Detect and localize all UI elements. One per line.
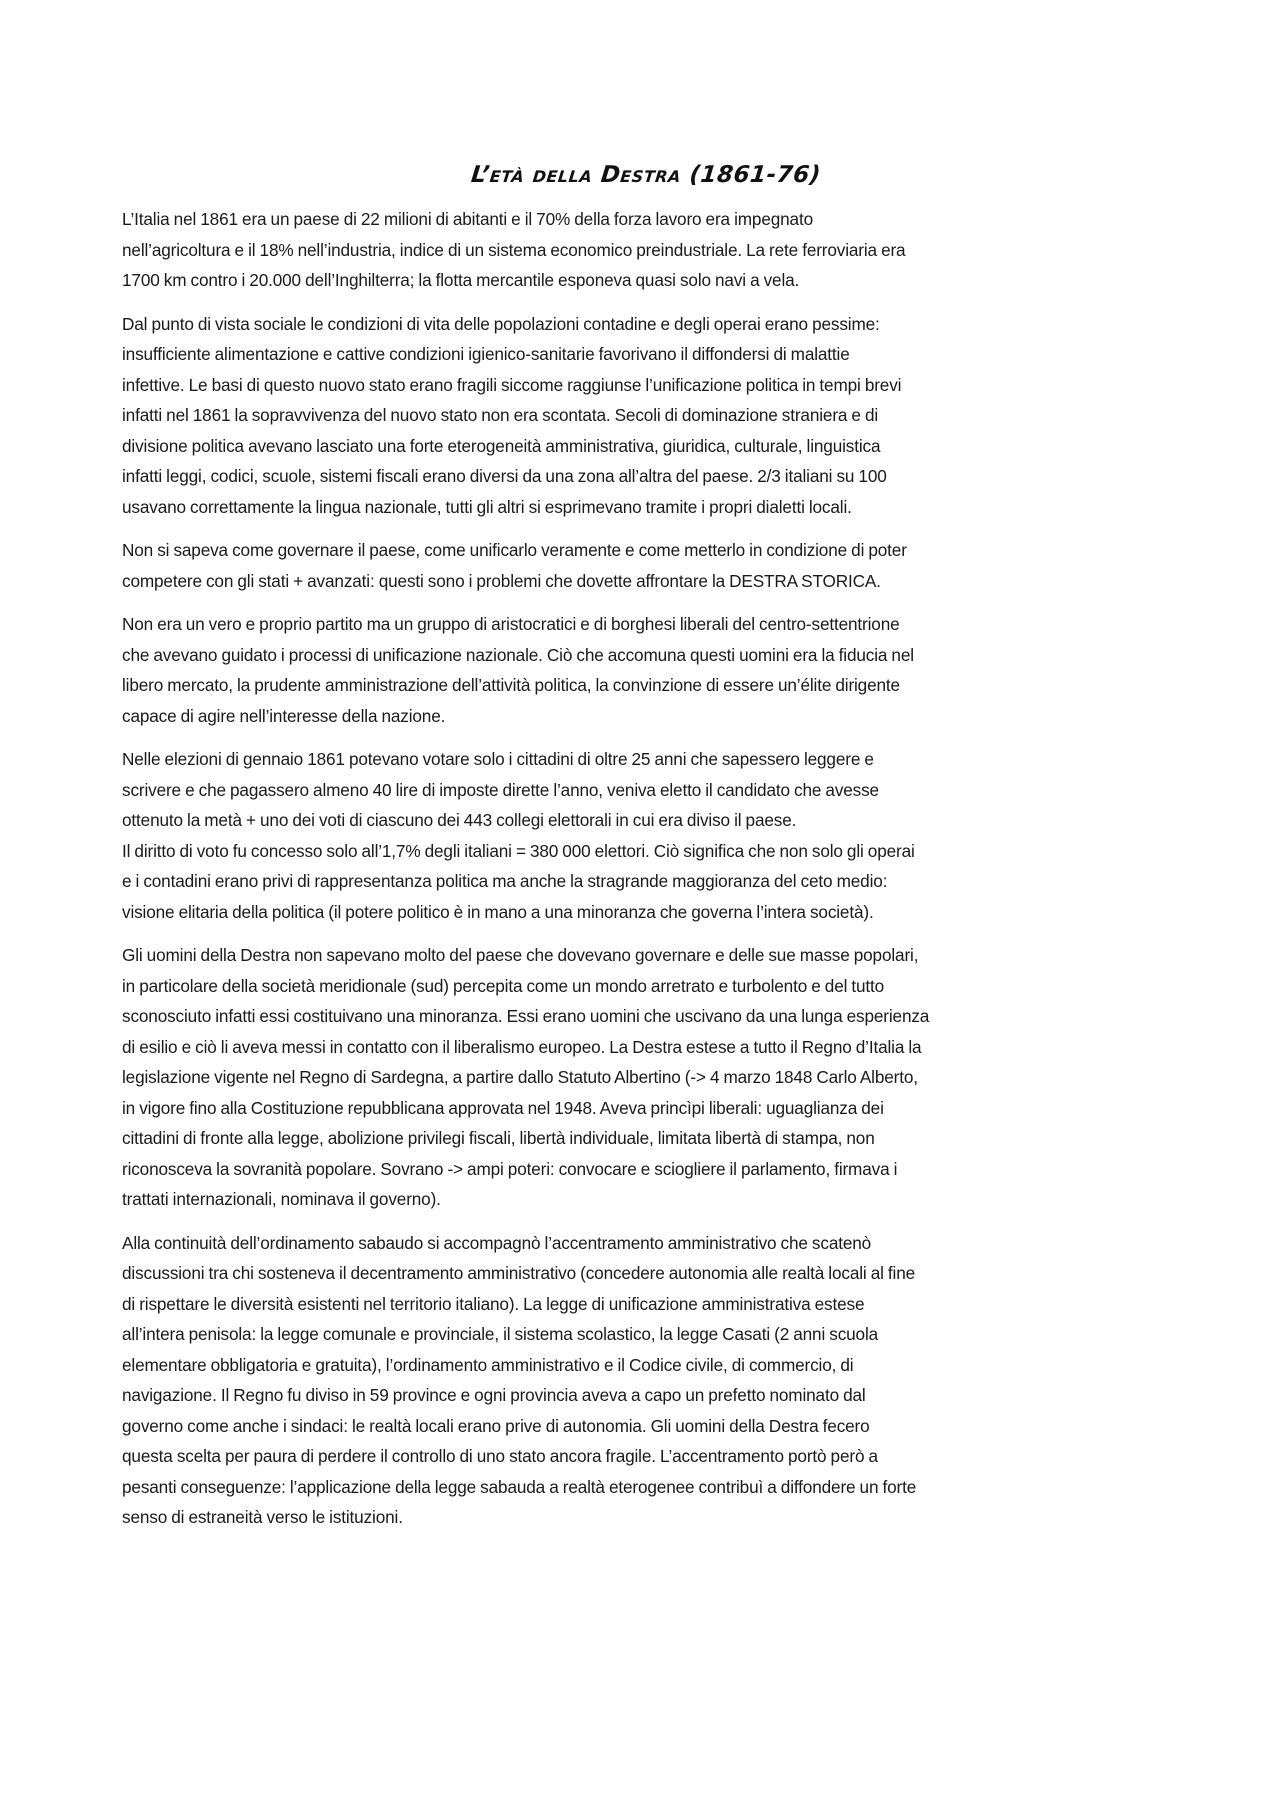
document-page <box>122 160 1170 1546</box>
text-line: all’intera penisola: la legge comunale e provinciale, il sistema scolastico, la legge Casati (2 anni scuola <box>122 1324 879 1344</box>
text-line: usavano correttamente la lingua nazionale, tutti gli altri si esprimevano tramite i propri dialetti locali. <box>122 496 852 517</box>
text-line: e i contadini erano privi di rappresentanza politica ma anche la stragrande maggioranza del ceto medio: <box>122 871 888 891</box>
text-line: in vigore fino alla Costituzione repubblicana approvata nel 1948. Aveva princìpi liberali: uguaglianza dei <box>122 1097 884 1118</box>
text-line: Dal punto di vista sociale le condizioni di vita delle popolazioni contadine e degli operai erano pessime: <box>122 313 880 334</box>
text-line: di rispettare le diversità esistenti nel territorio italiano). La legge di unificazione amministrativa estese <box>122 1293 865 1314</box>
text-line: Gli uomini della Destra non sapevano molto del paese che dovevano governare e delle sue masse popolari, <box>122 945 919 965</box>
text-line: navigazione. Il Regno fu diviso in 59 province e ogni provincia aveva a capo un prefetto nominato dal <box>122 1385 866 1405</box>
text-line: Non si sapeva come governare il paese, come unificarlo veramente e come metterlo in condizione di poter <box>122 540 907 560</box>
text-line: trattati internazionali, nominava il governo). <box>122 1189 441 1209</box>
text-line: pesanti conseguenze: l’applicazione della legge sabauda a realtà eterogenee contribuì a diffondere un forte <box>122 1476 917 1497</box>
text-line: Il diritto di voto fu concesso solo all’1,7% degli italiani = 380 000 elettori. Ciò significa che non solo gli operai <box>122 840 915 861</box>
text-line: di esilio e ciò li aveva messi in contatto con il liberalismo europeo. La Destra estese a tutto il Regno d’Italia la <box>122 1036 922 1057</box>
text-line: governo come anche i sindaci: le realtà locali erano prive di autonomia. Gli uomini della Destra fecero <box>122 1415 870 1436</box>
text-line: nell’agricoltura e il 18% nell’industria, indice di un sistema economico preindustriale. La rete ferroviaria era <box>122 239 906 260</box>
paragraph <box>122 1228 1170 1533</box>
text-line: questa scelta per paura di perdere il controllo di uno stato ancora fragile. L’accentramento portò però a <box>122 1446 878 1466</box>
text-line: cittadini di fronte alla legge, abolizione privilegi fiscali, libertà individuale, limitata libertà di stampa, non <box>122 1128 875 1148</box>
text-line: ottenuto la metà + uno dei voti di ciascuno dei 443 collegi elettorali in cui era diviso il paese. <box>122 810 797 830</box>
text-line: riconosceva la sovranità popolare. Sovrano -> ampi poteri: convocare e sciogliere il parlamento, firmava i <box>122 1158 898 1179</box>
text-line: infatti leggi, codici, scuole, sistemi fiscali erano diversi da una zona all’altra del paese. 2/3 italiani su 100 <box>122 466 887 486</box>
document-title: L’età della Destra (1861-76) <box>469 162 823 188</box>
text-line: visione elitaria della politica (il potere politico è in mano a una minoranza che governa l’intera società). <box>122 901 874 922</box>
text-line: insufficiente alimentazione e cattive condizioni igienico-sanitarie favorivano il diffondersi di malattie <box>122 344 850 364</box>
text-line: in particolare della società meridionale (sud) percepita come un mondo arretrato e turbolento e del tutto <box>122 975 885 996</box>
text-line: L’Italia nel 1861 era un paese di 22 milioni di abitanti e il 70% della forza lavoro era impegnato <box>122 209 813 229</box>
paragraph <box>122 940 1170 1215</box>
text-line: infettive. Le basi di questo nuovo stato erano fragili siccome raggiunse l’unificazione politica in tempi brevi <box>122 374 902 395</box>
text-line: divisione politica avevano lasciato una forte eterogeneità amministrativa, giuridica, culturale, linguistica <box>122 435 881 456</box>
paragraph <box>122 309 1170 523</box>
text-line: legislazione vigente nel Regno di Sardegna, a partire dallo Statuto Albertino (-> 4 marzo 1848 Carlo Alberto, <box>122 1067 918 1087</box>
text-line: capace di agire nell’interesse della nazione. <box>122 705 446 726</box>
text-line: discussioni tra chi sosteneva il decentramento amministrativo (concedere autonomia alle realtà locali al fine <box>122 1263 916 1283</box>
text-line: infatti nel 1861 la sopravvivenza del nuovo stato non era scontata. Secoli di dominazione straniera e di <box>122 405 879 425</box>
paragraph <box>122 535 1170 596</box>
paragraph <box>122 744 1170 927</box>
text-line: che avevano guidato i processi di unificazione nazionale. Ciò che accomuna questi uomini era la fiducia nel <box>122 644 914 665</box>
text-line: Alla continuità dell’ordinamento sabaudo si accompagnò l’accentramento amministrativo che scatenò <box>122 1232 872 1253</box>
text-line: elementare obbligatoria e gratuita), l’ordinamento amministrativo e il Codice civile, di commercio, di <box>122 1354 854 1375</box>
document-body <box>122 204 1170 1533</box>
paragraph <box>122 204 1170 296</box>
paragraph <box>122 609 1170 731</box>
text-line: competere con gli stati + avanzati: questi sono i problemi che dovette affrontare la DESTRA STORICA. <box>122 570 881 591</box>
text-line: libero mercato, la prudente amministrazione dell’attività politica, la convinzione di essere un’élite dirigente <box>122 675 900 695</box>
text-line: Non era un vero e proprio partito ma un gruppo di aristocratici e di borghesi liberali del centro-settentrione <box>122 614 900 634</box>
text-line: sconosciuto infatti essi costituivano una minoranza. Essi erano uomini che uscivano da una lunga esperienza <box>122 1006 930 1026</box>
text-line: 1700 km contro i 20.000 dell’Inghilterra; la flotta mercantile esponeva quasi solo navi a vela. <box>122 270 800 290</box>
text-line: scrivere e che pagassero almeno 40 lire di imposte dirette l’anno, veniva eletto il candidato che avesse <box>122 779 879 800</box>
text-line: Nelle elezioni di gennaio 1861 potevano votare solo i cittadini di oltre 25 anni che sapessero leggere e <box>122 749 874 769</box>
text-line: senso di estraneità verso le istituzioni. <box>122 1507 403 1527</box>
